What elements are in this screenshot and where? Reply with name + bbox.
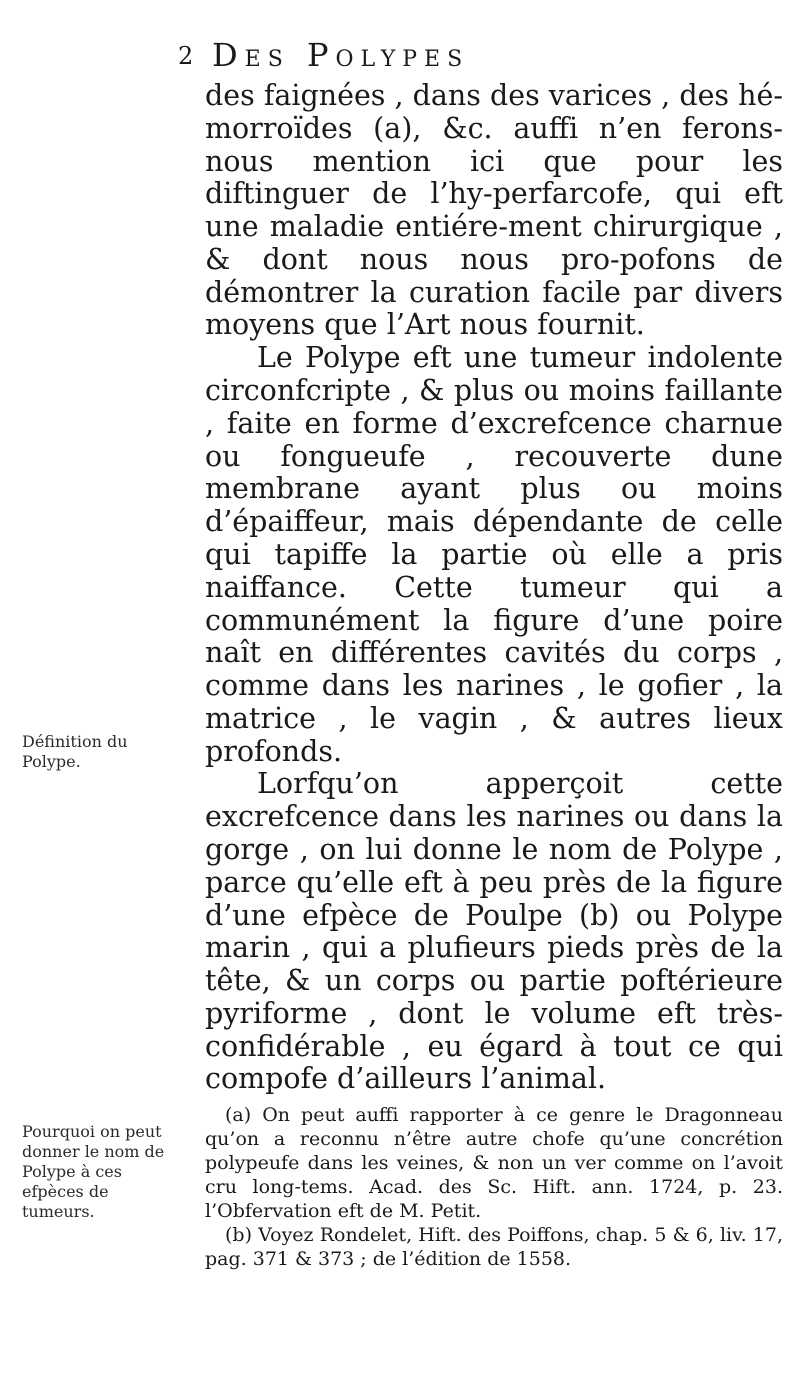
- main-text: [205, 80, 783, 1096]
- paragraph-naming: Lorfqu’on apperçoit cette excrefcence dans les narines ou dans la gorge , on lui donne le nom de Polype , parce qu’elle eft à peu près de la figure d’une efpèce de Poulpe (b) ou Polype marin , qui a plufieurs pieds près de la tête, & un corps ou partie poftérieure pyriforme , dont le volume eft très-confidérable , eu égard à tout ce qui compofe d’ailleurs l’animal.: [205, 767, 783, 1096]
- margin-note-definition: Définition du Polype.: [22, 732, 128, 771]
- paragraph-intro: des faignées , dans des varices , des hé-morroïdes (a), &c. auffi n’en ferons-nous mention ici que pour les diftinguer de l’hy-perfarcofe, qui eft une maladie entiére-ment chirurgique , & dont nous nous pro-pofons de démontrer la curation facile par divers moyens que l’Art nous fournit.: [205, 79, 783, 342]
- running-title: Des Polypes: [212, 36, 470, 74]
- footnotes: [205, 1104, 783, 1272]
- paragraph-definition: Le Polype eft une tumeur indolente circonfcripte , & plus ou moins faillante , faite en forme d’excrefcence charnue ou fongueufe , recouverte dune membrane ayant plus ou moins d’épaiffeur, mais dépendante de celle qui tapiffe la partie où elle a pris naiffance. Cette tumeur qui a communément la figure d’une poire naît en différentes cavités du corps , comme dans les narines , le gofier , la matrice , le vagin , & autres lieux profonds.: [205, 341, 783, 768]
- running-head: [178, 36, 778, 76]
- footnote-b: (b) Voyez Rondelet, Hift. des Poiffons, chap. 5 & 6, liv. 17, pag. 371 & 373 ; de l’édition de 1558.: [205, 1223, 783, 1270]
- margin-note-pourquoi: Pourquoi on peut donner le nom de Polype à ces efpèces de tumeurs.: [22, 1122, 165, 1221]
- page-number: 2: [178, 42, 194, 70]
- footnote-a: (a) On peut auffi rapporter à ce genre le Dragonneau qu’on a reconnu n’être autre chofe qu’une concrétion polypeufe dans les veines, & non un ver comme on l’avoit cru long-tems. Acad. des Sc. Hift. ann. 1724, p. 23. l’Obfervation eft de M. Petit.: [205, 1104, 783, 1222]
